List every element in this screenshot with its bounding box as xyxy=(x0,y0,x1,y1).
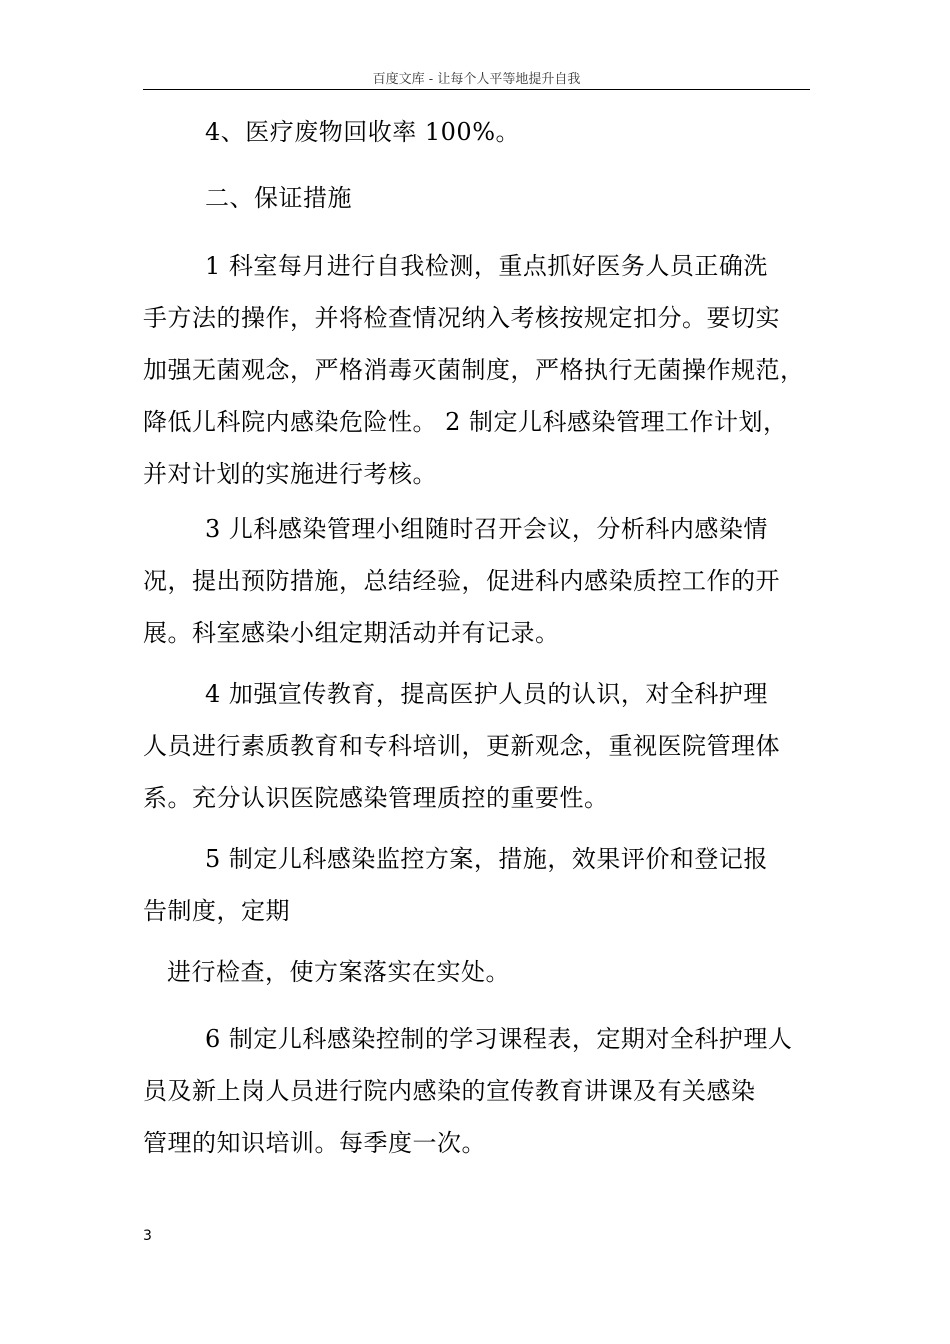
page-header: 百度文库 - 让每个人平等地提升自我 xyxy=(372,72,581,87)
text-line: 员及新上岗人员进行院内感染的宣传教育讲课及有关感染 xyxy=(143,1077,756,1105)
paragraph xyxy=(143,668,810,824)
text-line: 1 科室每月进行自我检测，重点抓好医务人员正确洗 xyxy=(205,252,768,280)
section-heading xyxy=(143,172,810,224)
paragraph xyxy=(143,833,810,937)
paragraph xyxy=(143,106,810,158)
text-line: 人员进行素质教育和专科培训，更新观念，重视医院管理体 xyxy=(143,732,780,760)
text-line: 并对计划的实施进行考核。 xyxy=(143,460,437,488)
header-divider xyxy=(143,89,810,90)
text-line: 加强无菌观念，严格消毒灭菌制度，严格执行无菌操作规范， xyxy=(143,356,805,384)
text-line: 管理的知识培训。每季度一次。 xyxy=(143,1129,486,1157)
text-line: 系。充分认识医院感染管理质控的重要性。 xyxy=(143,784,609,812)
text-line: 4、医疗废物回收率 100%。 xyxy=(205,118,521,146)
paragraph xyxy=(143,503,810,659)
text-line: 告制度，定期 xyxy=(143,897,290,925)
text-line: 降低儿科院内感染危险性。 2 制定儿科感染管理工作计划， xyxy=(143,408,788,436)
text-line: 展。科室感染小组定期活动并有记录。 xyxy=(143,619,560,647)
paragraph xyxy=(143,946,810,998)
text-line: 二、保证措施 xyxy=(205,184,352,212)
paragraph xyxy=(143,1013,810,1169)
text-line: 况，提出预防措施，总结经验，促进科内感染质控工作的开 xyxy=(143,567,780,595)
text-line: 手方法的操作，并将检查情况纳入考核按规定扣分。要切实 xyxy=(143,304,780,332)
text-line: 3 儿科感染管理小组随时召开会议，分析科内感染情 xyxy=(205,515,768,543)
text-line: 5 制定儿科感染监控方案，措施，效果评价和登记报 xyxy=(205,845,768,873)
text-line: 4 加强宣传教育，提高医护人员的认识，对全科护理 xyxy=(205,680,768,708)
text-line: 6 制定儿科感染控制的学习课程表，定期对全科护理人 xyxy=(205,1025,793,1053)
text-line: 进行检查，使方案落实在实处。 xyxy=(167,958,510,986)
paragraph xyxy=(143,240,810,500)
page-number: 3 xyxy=(143,1228,152,1244)
